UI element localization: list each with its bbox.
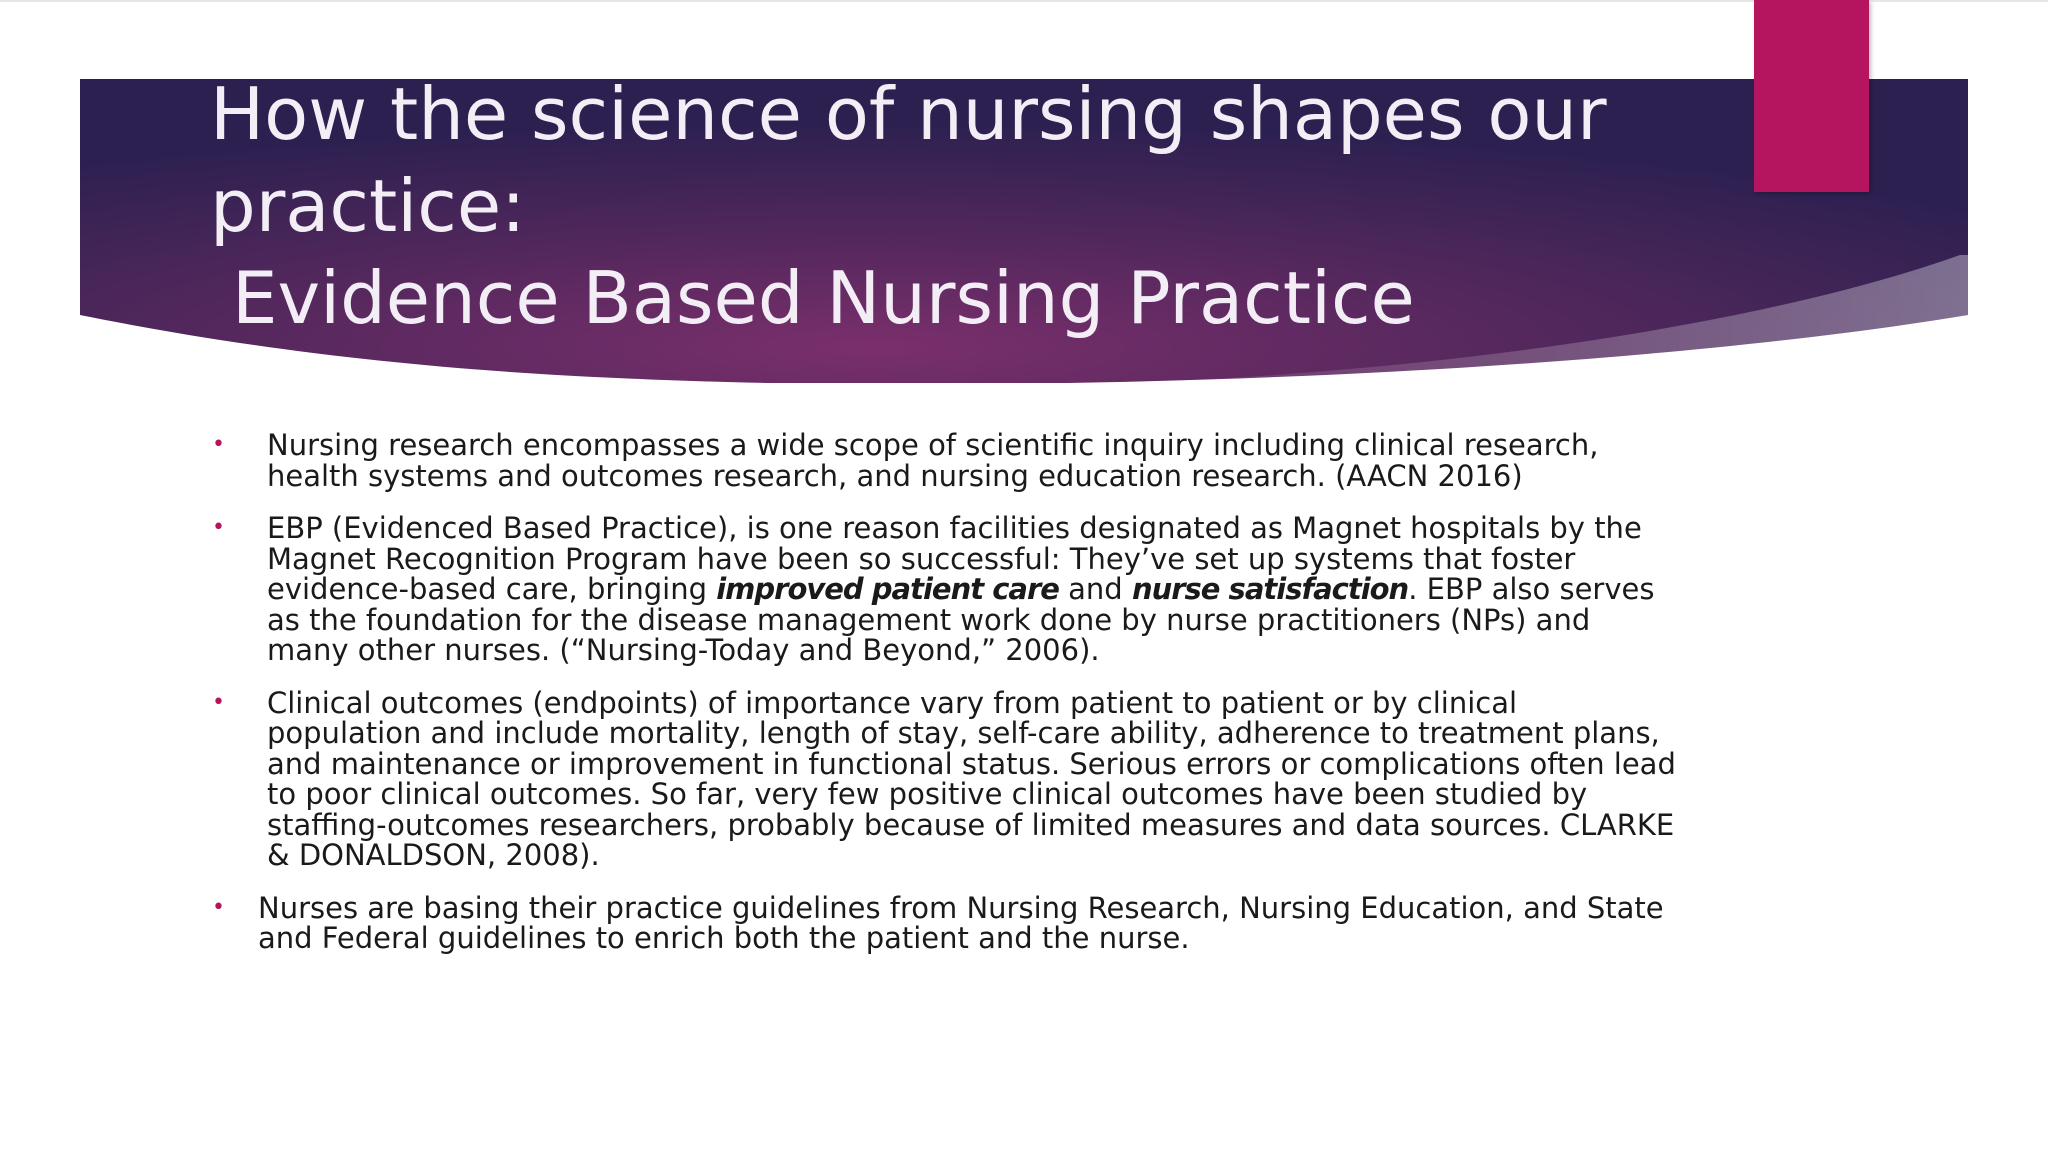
bullet-text: Clinical outcomes (endpoints) of importance vary from patient to patient or by clinical population and include mortality, length of stay, self-care ability, adherence to treatment plans, and maintenance or improvement in functional status. Serious errors or complications often lead to poor clinical outcomes. So far, very few positive clinical outcomes have been studied by staffing-outcomes researchers, probably because of limited measures and data sources. CLARKE & DONALDSON, 2008). <box>267 685 1676 872</box>
bullet-item <box>200 430 1680 491</box>
bullet-item <box>200 890 1680 955</box>
accent-tab <box>1754 0 1869 192</box>
top-divider <box>0 0 2048 2</box>
bullet-text-after: . EBP also serves as the foundation for the disease management work done by nurse practitioners (NPs) and many other nurses. (“Nursing-Today and Beyond,” 2006). <box>267 572 1655 667</box>
bullet-text: Nurses are basing their practice guidelines from Nursing Research, Nursing Education, and State and Federal guidelines to enrich both the patient and the nurse. <box>258 890 1664 955</box>
title-line-2: practice: <box>210 164 526 248</box>
bullet-item <box>200 685 1680 872</box>
emphasis-improved-patient-care: improved patient care <box>716 572 1059 606</box>
bullet-text-middle: and <box>1058 572 1132 606</box>
bullet-marker: • <box>212 515 225 540</box>
emphasis-nurse-satisfaction: nurse satisfaction <box>1131 572 1409 606</box>
bullet-marker: • <box>212 894 225 920</box>
title-line-1: How the science of nursing shapes our <box>210 72 1607 156</box>
bullet-text: Nursing research encompasses a wide scope of scientific inquiry including clinical research, health systems and outcomes research, and nursing education research. (AACN 2016) <box>267 428 1599 493</box>
slide-title <box>210 68 1730 344</box>
bullet-item <box>200 513 1680 666</box>
bullet-list <box>200 430 1680 976</box>
title-line-3: Evidence Based Nursing Practice <box>232 256 1415 340</box>
bullet-text <box>267 511 1654 667</box>
bullet-text-before: EBP (Evidenced Based Practice), is one reason facilities designated as Magnet hospitals by the Magnet Recognition Program have been so successful: They’ve set up systems that foster evidence-based care, bringing <box>267 511 1642 606</box>
bullet-marker: • <box>212 432 225 457</box>
bullet-marker: • <box>212 689 225 715</box>
